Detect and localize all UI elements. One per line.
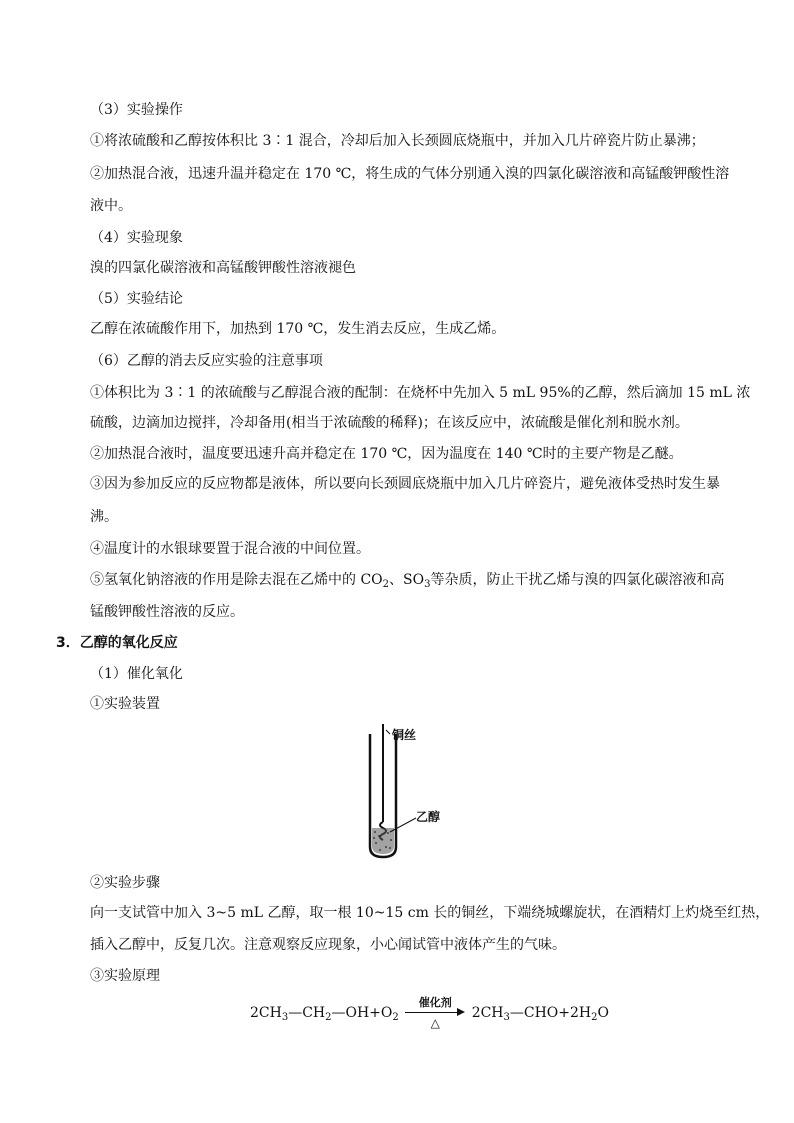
- precaution-3-line-2: 沸。: [90, 509, 118, 525]
- phenomenon-text: 溴的四氯化碳溶液和高锰酸钾酸性溶液褪色: [90, 260, 356, 276]
- label-copper-wire: 铜丝: [392, 728, 417, 742]
- label-ethanol: 乙醇: [416, 810, 441, 824]
- catalyst-label: 催化剂: [418, 996, 452, 1009]
- heading-principle: ③实验原理: [90, 968, 160, 984]
- wire-pointer: [386, 730, 390, 734]
- heat-symbol: △: [430, 1016, 440, 1030]
- arrow-head-icon: [457, 1008, 465, 1016]
- heading-precautions: （6）乙醇的消去反应实验的注意事项: [90, 353, 323, 369]
- heading-phenomenon: （4）实验现象: [90, 230, 183, 246]
- precaution-5-line-2: 锰酸钾酸性溶液的反应。: [90, 604, 244, 620]
- heading-operation: （3）实验操作: [90, 102, 183, 118]
- equation-products: $2CH_3—CHO+2H_2O$: [471, 1005, 609, 1023]
- test-tube-diagram: [350, 722, 460, 862]
- operation-step-1: ①将浓硫酸和乙醇按体积比 3∶1 混合，冷却后加入长颈圆底烧瓶中，并加入几片碎瓷片防止暴沸；: [90, 133, 705, 149]
- steps-line-1: 向一支试管中加入 3~5 mL 乙醇，取一根 10~15 cm 长的铜丝，下端绕城螺旋状，在酒精灯上灼烧至红热，: [90, 905, 770, 921]
- ethanol-pointer: [390, 818, 416, 832]
- arrow-shaft: [405, 1012, 459, 1013]
- heading-conclusion: （5）实验结论: [90, 291, 183, 307]
- heading-apparatus: ①实验装置: [90, 696, 160, 712]
- operation-step-2-line-2: 液中。: [90, 198, 132, 214]
- heading-ethanol-oxidation: 3．乙醇的氧化反应: [56, 635, 178, 651]
- heading-catalytic-oxidation: （1）催化氧化: [90, 666, 183, 682]
- reaction-equation: [250, 996, 609, 1030]
- precaution-5-line-1: ⑤氢氧化钠溶液的作用是除去混在乙烯中的 $CO_2$、$SO_3$等杂质，防止干扰乙烯与溴的四氯化碳溶液和高: [90, 572, 725, 590]
- conclusion-text: 乙醇在浓硫酸作用下，加热到 170 ℃，发生消去反应，生成乙烯。: [90, 321, 506, 337]
- test-tube-apparatus-figure: [350, 722, 460, 862]
- heading-steps: ②实验步骤: [90, 875, 160, 891]
- precaution-1-line-1: ①体积比为 3∶1 的浓硫酸与乙醇混合液的配制：在烧杯中先加入 5 mL 95%的乙醇，然后滴加 15 mL 浓: [90, 385, 751, 401]
- equation-reactants: $2CH_3—CH_2—OH+O_2$: [250, 1005, 399, 1023]
- operation-step-2-line-1: ②加热混合液，迅速升温并稳定在 170 ℃，将生成的气体分别通入溴的四氯化碳溶液和高锰酸钾酸性溶: [90, 166, 730, 182]
- reaction-arrow: [405, 996, 465, 1030]
- precaution-3-line-1: ③因为参加反应的反应物都是液体，所以要向长颈圆底烧瓶中加入几片碎瓷片，避免液体受热时发生暴: [90, 476, 720, 492]
- precaution-4: ④温度计的水银球要置于混合液的中间位置。: [90, 541, 370, 557]
- precaution-1-line-2: 硫酸，边滴加边搅拌，冷却备用(相当于浓硫酸的稀释)；在该反应中，浓硫酸是催化剂和脱水剂。: [90, 415, 689, 431]
- precaution-2: ②加热混合液时，温度要迅速升高并稳定在 170 ℃，因为温度在 140 ℃时的主要产物是乙醚。: [90, 446, 683, 462]
- steps-line-2: 插入乙醇中，反复几次。注意观察反应现象，小心闻试管中液体产生的气味。: [90, 937, 566, 953]
